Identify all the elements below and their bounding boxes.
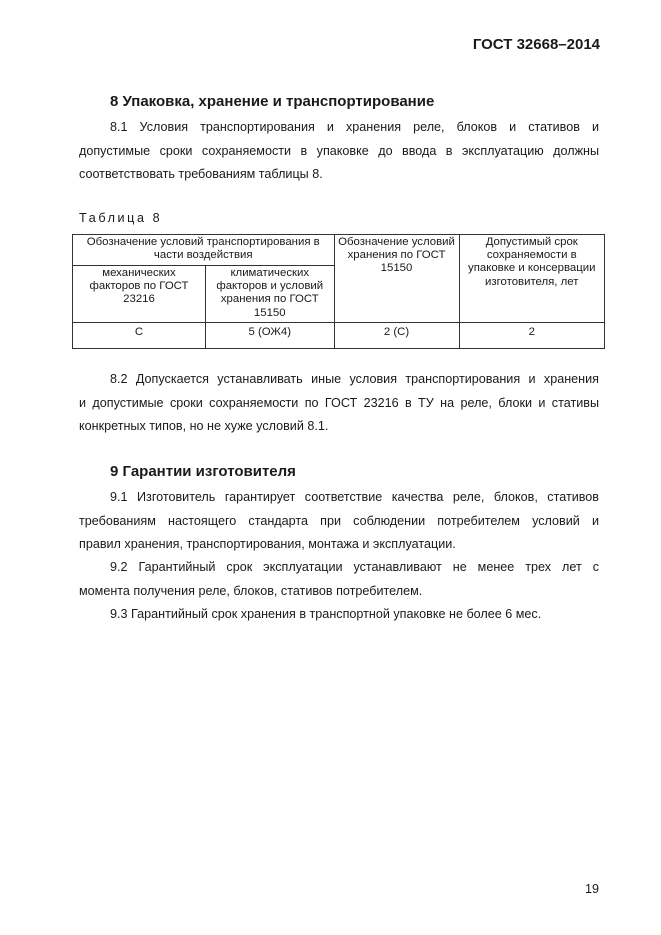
header-cell-storage-conditions: Обозначение условий хранения по ГОСТ 15150 bbox=[334, 235, 459, 323]
table-cell: 2 bbox=[459, 323, 605, 349]
header-cell-mechanical: механических факторов по ГОСТ 23216 bbox=[73, 266, 206, 323]
header-cell-climatic: климатических факторов и условий хранения по ГОСТ 15150 bbox=[206, 266, 335, 323]
table-caption: Таблица 8 bbox=[79, 211, 163, 225]
table-cell: 2 (С) bbox=[334, 323, 459, 349]
table-8 bbox=[72, 234, 605, 349]
section-8-heading: 8 Упаковка, хранение и транспортирование bbox=[110, 93, 435, 110]
paragraph-line: конкретных типов, но не хуже условий 8.1. bbox=[79, 419, 329, 433]
paragraph-line: 9.3 Гарантийный срок хранения в транспортной упаковке не более 6 мес. bbox=[110, 607, 542, 621]
page-number: 19 bbox=[584, 882, 599, 896]
paragraph-line: и допустимые сроки сохраняемости по ГОСТ 23216 в ТУ на реле, блоки и стативы bbox=[79, 395, 599, 410]
paragraph-line: соответствовать требованиям таблицы 8. bbox=[79, 167, 323, 181]
header-cell-transport-conditions: Обозначение условий транспортирования в части воздействия bbox=[73, 235, 335, 266]
paragraph-9-1 bbox=[79, 486, 599, 557]
header-cell-shelf-life: Допустимый срок сохраняемости в упаковке и консервации изготовителя, лет bbox=[459, 235, 605, 323]
paragraph-line: момента получения реле, блоков, стативов потребителем. bbox=[79, 583, 423, 598]
paragraph-8-1 bbox=[79, 116, 599, 187]
paragraph-line: требованиям настоящего стандарта при соблюдении потребителем условий и bbox=[79, 513, 599, 528]
paragraph-line: 8.2 Допускается устанавливать иные условия транспортирования и хранения bbox=[110, 372, 599, 386]
table-cell: С bbox=[73, 323, 206, 349]
table-row bbox=[73, 323, 605, 349]
paragraph-9-2 bbox=[79, 556, 599, 603]
section-9-heading: 9 Гарантии изготовителя bbox=[110, 463, 296, 480]
standard-number: ГОСТ 32668–2014 bbox=[472, 36, 600, 53]
paragraph-line: 9.1 Изготовитель гарантирует соответствие качества реле, блоков, стативов bbox=[110, 490, 599, 504]
paragraph-8-2 bbox=[79, 368, 599, 439]
paragraph-9-3 bbox=[79, 603, 599, 627]
paragraph-line: правил хранения, транспортирования, монтажа и эксплуатации. bbox=[79, 537, 456, 551]
table-header-row bbox=[73, 235, 605, 266]
paragraph-line: 8.1 Условия транспортирования и хранения реле, блоков и стативов и bbox=[110, 120, 599, 134]
table-cell: 5 (ОЖ4) bbox=[206, 323, 335, 349]
paragraph-line: 9.2 Гарантийный срок эксплуатации устанавливают не менее трех лет с bbox=[110, 560, 599, 574]
paragraph-line: допустимые сроки сохраняемости в упаковке до ввода в эксплуатацию должны bbox=[79, 143, 599, 158]
